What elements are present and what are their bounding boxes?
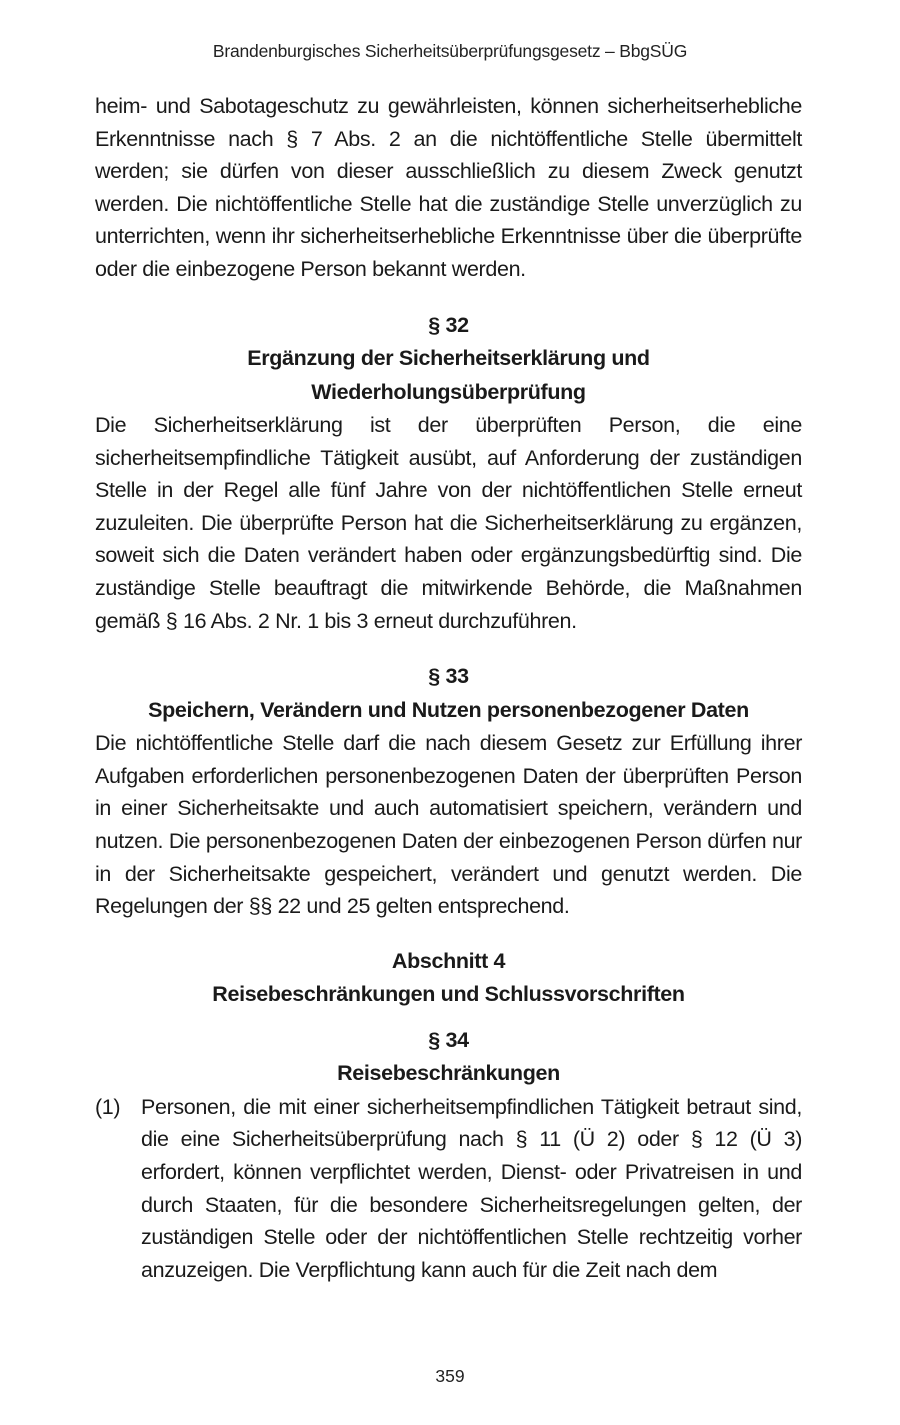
section-33-text: Die nichtöffentliche Stelle darf die nach diesem Gesetz zur Erfüllung ihrer Aufgaben erforderlichen personenbezogenen Daten der überprüften Person in einer Sicherheitsakte und auch automatisiert speichern, verändern und nutzen. Die personenbezogenen Daten der einbezogenen Person dürfen nur in der Sicherheitsakte gespeichert, verändert und genutzt werden. Die Regelungen der §§ 22 und 25 gelten entsprechend. [95,731,802,919]
section-34-number: § 34 [428,1027,469,1052]
section-33-title: Speichern, Verändern und Nutzen personenbezogener Daten [148,697,749,722]
intro-paragraph: heim- und Sabotageschutz zu gewährleisten, können sicherheitserhebliche Erkenntnisse nach § 7 Abs. 2 an die nichtöffentliche Stelle übermittelt werden; sie dürfen von dieser ausschließlich zu diesem Zweck genutzt werden. Die nichtöffentliche Stelle hat die zuständige Stelle unverzüglich zu unterrichten, wenn ihr sicherheitserhebliche Erkenntnisse über die überprüfte oder die einbezogene Person bekannt werden. [95,94,802,281]
section-34-item-1-number: (1) [95,1094,121,1119]
running-header: Brandenburgisches Sicherheitsüberprüfungsgesetz – BbgSÜG [212,41,688,61]
chapter-4-label: Abschnitt 4 [391,948,506,973]
section-32-text: Die Sicherheitserklärung ist der überprüften Person, die eine sicherheitsempfindliche Tätigkeit ausübt, auf Anforderung der zuständigen Stelle in der Regel alle fünf Jahre von der nichtöffentlichen Stelle erneut zuzuleiten. Die überprüfte Person hat die Sicherheitserklärung zu ergänzen, soweit sich die Daten verändert haben oder ergänzungsbedürftig sind. Die zuständige Stelle beauftragt die mitwirkende Behörde, die Maßnahmen gemäß § 16 Abs. 2 Nr. 1 bis 3 erneut durchzuführen. [95,413,802,633]
section-34-title: Reisebeschränkungen [337,1061,560,1086]
page-number: 359 [435,1366,465,1386]
page-body [95,90,802,1286]
section-33-number: § 33 [428,664,469,689]
section-34-item-1-text: Personen, die mit einer sicherheitsempfindlichen Tätigkeit betraut sind, die eine Sicherheitsüberprüfung nach § 11 (Ü 2) oder § 12 (Ü 3) erfordert, können verpflichtet werden, Dienst- oder Privatreisen in und durch Staaten, für die besondere Sicherheitsregelungen gelten, der zuständigen Stelle oder der nichtöffentlichen Stelle rechtzeitig vorher anzuzeigen. Die Verpflichtung kann auch für die Zeit nach dem [141,1094,802,1282]
chapter-4-title: Reisebeschränkungen und Schlussvorschriften [212,982,685,1007]
section-34-item-1 [95,1091,802,1287]
section-32-title-line-2: Wiederholungsüberprüfung [311,379,586,404]
section-32-number: § 32 [428,312,469,337]
section-32-title-line-1: Ergänzung der Sicherheitserklärung und [247,346,650,371]
